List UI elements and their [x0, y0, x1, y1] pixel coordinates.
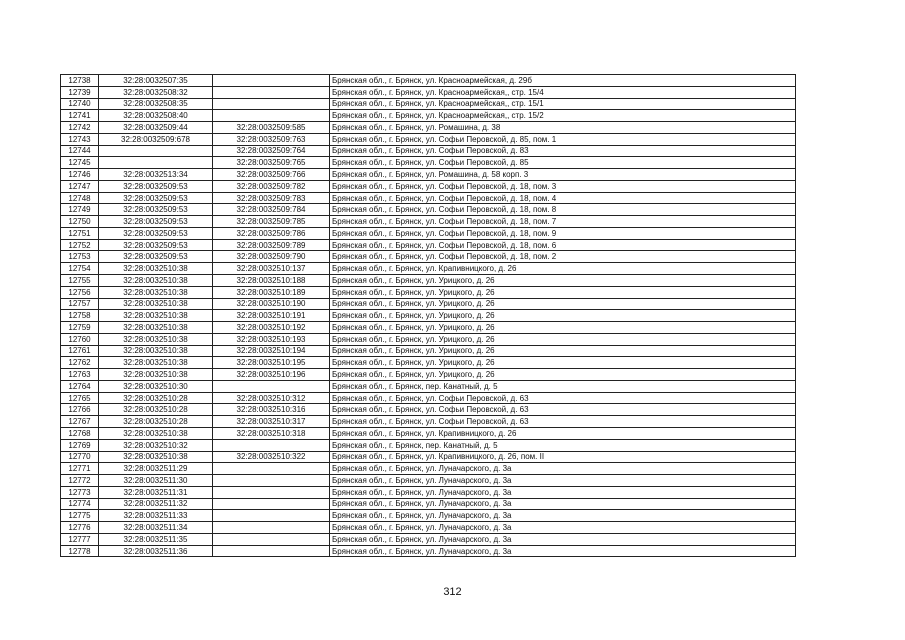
address-cell: Брянская обл., г. Брянск, ул. Софьи Перовской, д. 63 — [330, 416, 796, 428]
address-cell: Брянская обл., г. Брянск, ул. Софьи Перовской, д. 18, пом. 3 — [330, 180, 796, 192]
cadastral-number-cell: 32:28:0032509:790 — [213, 251, 330, 263]
table-row — [61, 75, 796, 87]
table-row — [61, 463, 796, 475]
table-row — [61, 86, 796, 98]
address-cell: Брянская обл., г. Брянск, ул. Красноармейская,, стр. 15/2 — [330, 110, 796, 122]
cadastral-number-cell: 32:28:0032509:783 — [213, 192, 330, 204]
parent-cadastral-cell: 32:28:0032511:29 — [99, 463, 213, 475]
parent-cadastral-cell: 32:28:0032509:53 — [99, 227, 213, 239]
table-row — [61, 357, 796, 369]
table-row — [61, 192, 796, 204]
row-number-cell: 12759 — [61, 322, 99, 334]
row-number-cell: 12747 — [61, 180, 99, 192]
address-cell: Брянская обл., г. Брянск, ул. Урицкого, д. 26 — [330, 286, 796, 298]
cadastral-number-cell: 32:28:0032509:785 — [213, 216, 330, 228]
parent-cadastral-cell: 32:28:0032510:38 — [99, 263, 213, 275]
row-number-cell: 12743 — [61, 133, 99, 145]
cadastral-number-cell: 32:28:0032510:188 — [213, 275, 330, 287]
parent-cadastral-cell: 32:28:0032510:38 — [99, 310, 213, 322]
cadastral-number-cell — [213, 498, 330, 510]
row-number-cell: 12765 — [61, 392, 99, 404]
cadastral-number-cell: 32:28:0032509:789 — [213, 239, 330, 251]
row-number-cell: 12755 — [61, 275, 99, 287]
cadastral-number-cell: 32:28:0032510:189 — [213, 286, 330, 298]
cadastral-number-cell: 32:28:0032510:193 — [213, 333, 330, 345]
table-row — [61, 510, 796, 522]
parent-cadastral-cell: 32:28:0032510:38 — [99, 369, 213, 381]
address-cell: Брянская обл., г. Брянск, ул. Красноармейская,, стр. 15/1 — [330, 98, 796, 110]
table-row — [61, 263, 796, 275]
row-number-cell: 12776 — [61, 522, 99, 534]
parent-cadastral-cell: 32:28:0032511:31 — [99, 486, 213, 498]
parent-cadastral-cell: 32:28:0032511:34 — [99, 522, 213, 534]
parent-cadastral-cell: 32:28:0032510:38 — [99, 286, 213, 298]
row-number-cell: 12757 — [61, 298, 99, 310]
table-row — [61, 451, 796, 463]
cadastral-number-cell — [213, 110, 330, 122]
table-row — [61, 157, 796, 169]
table-row — [61, 298, 796, 310]
table-row — [61, 110, 796, 122]
table-row — [61, 333, 796, 345]
row-number-cell: 12772 — [61, 475, 99, 487]
parent-cadastral-cell: 32:28:0032510:38 — [99, 427, 213, 439]
table-row — [61, 427, 796, 439]
row-number-cell: 12777 — [61, 533, 99, 545]
row-number-cell: 12749 — [61, 204, 99, 216]
parent-cadastral-cell — [99, 145, 213, 157]
cadastral-number-cell — [213, 475, 330, 487]
parent-cadastral-cell: 32:28:0032513:34 — [99, 169, 213, 181]
parent-cadastral-cell: 32:28:0032511:30 — [99, 475, 213, 487]
parent-cadastral-cell — [99, 157, 213, 169]
row-number-cell: 12778 — [61, 545, 99, 557]
cadastral-number-cell: 32:28:0032510:312 — [213, 392, 330, 404]
row-number-cell: 12754 — [61, 263, 99, 275]
cadastral-number-cell — [213, 98, 330, 110]
cadastral-number-cell: 32:28:0032509:765 — [213, 157, 330, 169]
parent-cadastral-cell: 32:28:0032510:38 — [99, 333, 213, 345]
cadastral-number-cell — [213, 380, 330, 392]
address-cell: Брянская обл., г. Брянск, ул. Крапивницкого, д. 26 — [330, 263, 796, 275]
parent-cadastral-cell: 32:28:0032510:28 — [99, 392, 213, 404]
row-number-cell: 12770 — [61, 451, 99, 463]
parent-cadastral-cell: 32:28:0032510:38 — [99, 451, 213, 463]
table-row — [61, 486, 796, 498]
row-number-cell: 12764 — [61, 380, 99, 392]
address-cell: Брянская обл., г. Брянск, ул. Софьи Перовской, д. 18, пом. 2 — [330, 251, 796, 263]
parent-cadastral-cell: 32:28:0032511:35 — [99, 533, 213, 545]
address-cell: Брянская обл., г. Брянск, ул. Красноармейская,, стр. 15/4 — [330, 86, 796, 98]
address-cell: Брянская обл., г. Брянск, ул. Софьи Перовской, д. 18, пом. 6 — [330, 239, 796, 251]
cadastral-number-cell — [213, 75, 330, 87]
parent-cadastral-cell: 32:28:0032508:40 — [99, 110, 213, 122]
address-cell: Брянская обл., г. Брянск, ул. Урицкого, д. 26 — [330, 322, 796, 334]
parent-cadastral-cell: 32:28:0032510:38 — [99, 298, 213, 310]
cadastral-number-cell: 32:28:0032510:192 — [213, 322, 330, 334]
address-cell: Брянская обл., г. Брянск, пер. Канатный, д. 5 — [330, 380, 796, 392]
cadastral-number-cell: 32:28:0032509:763 — [213, 133, 330, 145]
table-row — [61, 404, 796, 416]
address-cell: Брянская обл., г. Брянск, ул. Луначарского, д. 3а — [330, 533, 796, 545]
row-number-cell: 12767 — [61, 416, 99, 428]
row-number-cell: 12760 — [61, 333, 99, 345]
address-cell: Брянская обл., г. Брянск, ул. Софьи Перовской, д. 63 — [330, 404, 796, 416]
row-number-cell: 12771 — [61, 463, 99, 475]
row-number-cell: 12763 — [61, 369, 99, 381]
table-row — [61, 286, 796, 298]
address-cell: Брянская обл., г. Брянск, ул. Крапивницкого, д. 26 — [330, 427, 796, 439]
cadastral-number-cell: 32:28:0032510:317 — [213, 416, 330, 428]
table-row — [61, 216, 796, 228]
parent-cadastral-cell: 32:28:0032509:53 — [99, 239, 213, 251]
row-number-cell: 12742 — [61, 122, 99, 134]
cadastral-number-cell: 32:28:0032510:137 — [213, 263, 330, 275]
row-number-cell: 12769 — [61, 439, 99, 451]
table-row — [61, 145, 796, 157]
parent-cadastral-cell: 32:28:0032510:38 — [99, 275, 213, 287]
address-cell: Брянская обл., г. Брянск, ул. Ромашина, д. 38 — [330, 122, 796, 134]
row-number-cell: 12740 — [61, 98, 99, 110]
table-row — [61, 251, 796, 263]
table-row — [61, 475, 796, 487]
address-cell: Брянская обл., г. Брянск, ул. Софьи Перовской, д. 18, пом. 7 — [330, 216, 796, 228]
table-row — [61, 133, 796, 145]
row-number-cell: 12774 — [61, 498, 99, 510]
row-number-cell: 12746 — [61, 169, 99, 181]
parent-cadastral-cell: 32:28:0032509:53 — [99, 216, 213, 228]
address-cell: Брянская обл., г. Брянск, ул. Урицкого, д. 26 — [330, 345, 796, 357]
address-cell: Брянская обл., г. Брянск, ул. Софьи Перовской, д. 83 — [330, 145, 796, 157]
row-number-cell: 12752 — [61, 239, 99, 251]
table-row — [61, 369, 796, 381]
parent-cadastral-cell: 32:28:0032511:32 — [99, 498, 213, 510]
row-number-cell: 12773 — [61, 486, 99, 498]
row-number-cell: 12758 — [61, 310, 99, 322]
table-row — [61, 98, 796, 110]
table-row — [61, 169, 796, 181]
cadastral-number-cell: 32:28:0032510:194 — [213, 345, 330, 357]
row-number-cell: 12775 — [61, 510, 99, 522]
address-cell: Брянская обл., г. Брянск, ул. Луначарского, д. 3а — [330, 475, 796, 487]
table-row — [61, 204, 796, 216]
address-cell: Брянская обл., г. Брянск, ул. Луначарского, д. 3а — [330, 463, 796, 475]
parent-cadastral-cell: 32:28:0032510:28 — [99, 416, 213, 428]
parent-cadastral-cell: 32:28:0032510:32 — [99, 439, 213, 451]
parent-cadastral-cell: 32:28:0032507:35 — [99, 75, 213, 87]
row-number-cell: 12751 — [61, 227, 99, 239]
address-cell: Брянская обл., г. Брянск, ул. Урицкого, д. 26 — [330, 275, 796, 287]
cadastral-number-cell: 32:28:0032509:784 — [213, 204, 330, 216]
row-number-cell: 12761 — [61, 345, 99, 357]
cadastral-number-cell: 32:28:0032510:196 — [213, 369, 330, 381]
cadastral-number-cell: 32:28:0032509:764 — [213, 145, 330, 157]
row-number-cell: 12768 — [61, 427, 99, 439]
cadastral-number-cell — [213, 86, 330, 98]
row-number-cell: 12762 — [61, 357, 99, 369]
cadastral-number-cell: 32:28:0032509:782 — [213, 180, 330, 192]
cadastral-number-cell: 32:28:0032510:316 — [213, 404, 330, 416]
cadastral-number-cell: 32:28:0032510:191 — [213, 310, 330, 322]
row-number-cell: 12748 — [61, 192, 99, 204]
table-row — [61, 122, 796, 134]
parent-cadastral-cell: 32:28:0032509:53 — [99, 180, 213, 192]
table-row — [61, 322, 796, 334]
parent-cadastral-cell: 32:28:0032511:33 — [99, 510, 213, 522]
row-number-cell: 12744 — [61, 145, 99, 157]
address-cell: Брянская обл., г. Брянск, ул. Луначарского, д. 3а — [330, 498, 796, 510]
parent-cadastral-cell: 32:28:0032509:678 — [99, 133, 213, 145]
row-number-cell: 12750 — [61, 216, 99, 228]
table-row — [61, 533, 796, 545]
row-number-cell: 12741 — [61, 110, 99, 122]
address-cell: Брянская обл., г. Брянск, ул. Софьи Перовской, д. 18, пом. 9 — [330, 227, 796, 239]
parent-cadastral-cell: 32:28:0032510:30 — [99, 380, 213, 392]
parent-cadastral-cell: 32:28:0032510:28 — [99, 404, 213, 416]
parent-cadastral-cell: 32:28:0032510:38 — [99, 357, 213, 369]
address-cell: Брянская обл., г. Брянск, пер. Канатный, д. 5 — [330, 439, 796, 451]
address-cell: Брянская обл., г. Брянск, ул. Урицкого, д. 26 — [330, 333, 796, 345]
parent-cadastral-cell: 32:28:0032510:38 — [99, 345, 213, 357]
cadastral-number-cell — [213, 533, 330, 545]
row-number-cell: 12756 — [61, 286, 99, 298]
table-row — [61, 275, 796, 287]
cadastral-number-cell: 32:28:0032510:195 — [213, 357, 330, 369]
address-cell: Брянская обл., г. Брянск, ул. Урицкого, д. 26 — [330, 357, 796, 369]
row-number-cell: 12766 — [61, 404, 99, 416]
parent-cadastral-cell: 32:28:0032509:53 — [99, 251, 213, 263]
address-cell: Брянская обл., г. Брянск, ул. Луначарского, д. 3а — [330, 486, 796, 498]
cadastral-number-cell — [213, 522, 330, 534]
row-number-cell: 12753 — [61, 251, 99, 263]
parent-cadastral-cell: 32:28:0032508:32 — [99, 86, 213, 98]
address-cell: Брянская обл., г. Брянск, ул. Луначарского, д. 3а — [330, 510, 796, 522]
parent-cadastral-cell: 32:28:0032511:36 — [99, 545, 213, 557]
table-row — [61, 522, 796, 534]
cadastral-number-cell — [213, 439, 330, 451]
address-cell: Брянская обл., г. Брянск, ул. Урицкого, д. 26 — [330, 298, 796, 310]
table-row — [61, 180, 796, 192]
cadastral-number-cell — [213, 545, 330, 557]
table-body — [61, 75, 796, 557]
cadastral-number-cell: 32:28:0032509:786 — [213, 227, 330, 239]
cadastral-table — [60, 74, 796, 557]
parent-cadastral-cell: 32:28:0032510:38 — [99, 322, 213, 334]
address-cell: Брянская обл., г. Брянск, ул. Крапивницкого, д. 26, пом. II — [330, 451, 796, 463]
cadastral-number-cell: 32:28:0032510:190 — [213, 298, 330, 310]
table-row — [61, 380, 796, 392]
address-cell: Брянская обл., г. Брянск, ул. Софьи Перовской, д. 18, пом. 8 — [330, 204, 796, 216]
table-row — [61, 545, 796, 557]
cadastral-number-cell: 32:28:0032509:766 — [213, 169, 330, 181]
cadastral-number-cell: 32:28:0032510:322 — [213, 451, 330, 463]
table-row — [61, 392, 796, 404]
address-cell: Брянская обл., г. Брянск, ул. Красноармейская, д. 29б — [330, 75, 796, 87]
parent-cadastral-cell: 32:28:0032509:53 — [99, 192, 213, 204]
cadastral-number-cell: 32:28:0032509:585 — [213, 122, 330, 134]
cadastral-number-cell — [213, 510, 330, 522]
table-row — [61, 498, 796, 510]
table-row — [61, 345, 796, 357]
address-cell: Брянская обл., г. Брянск, ул. Луначарского, д. 3а — [330, 545, 796, 557]
table-row — [61, 227, 796, 239]
table-row — [61, 310, 796, 322]
address-cell: Брянская обл., г. Брянск, ул. Софьи Перовской, д. 85, пом. 1 — [330, 133, 796, 145]
cadastral-number-cell — [213, 463, 330, 475]
table-row — [61, 239, 796, 251]
address-cell: Брянская обл., г. Брянск, ул. Луначарского, д. 3а — [330, 522, 796, 534]
cadastral-number-cell: 32:28:0032510:318 — [213, 427, 330, 439]
page-number: 312 — [443, 586, 462, 598]
address-cell: Брянская обл., г. Брянск, ул. Урицкого, д. 26 — [330, 369, 796, 381]
row-number-cell: 12738 — [61, 75, 99, 87]
table-row — [61, 439, 796, 451]
parent-cadastral-cell: 32:28:0032508:35 — [99, 98, 213, 110]
parent-cadastral-cell: 32:28:0032509:53 — [99, 204, 213, 216]
cadastral-number-cell — [213, 486, 330, 498]
address-cell: Брянская обл., г. Брянск, ул. Софьи Перовской, д. 18, пом. 4 — [330, 192, 796, 204]
address-cell: Брянская обл., г. Брянск, ул. Ромашина, д. 58 корп. 3 — [330, 169, 796, 181]
table-row — [61, 416, 796, 428]
row-number-cell: 12739 — [61, 86, 99, 98]
address-cell: Брянская обл., г. Брянск, ул. Софьи Перовской, д. 63 — [330, 392, 796, 404]
address-cell: Брянская обл., г. Брянск, ул. Урицкого, д. 26 — [330, 310, 796, 322]
parent-cadastral-cell: 32:28:0032509:44 — [99, 122, 213, 134]
address-cell: Брянская обл., г. Брянск, ул. Софьи Перовской, д. 85 — [330, 157, 796, 169]
row-number-cell: 12745 — [61, 157, 99, 169]
